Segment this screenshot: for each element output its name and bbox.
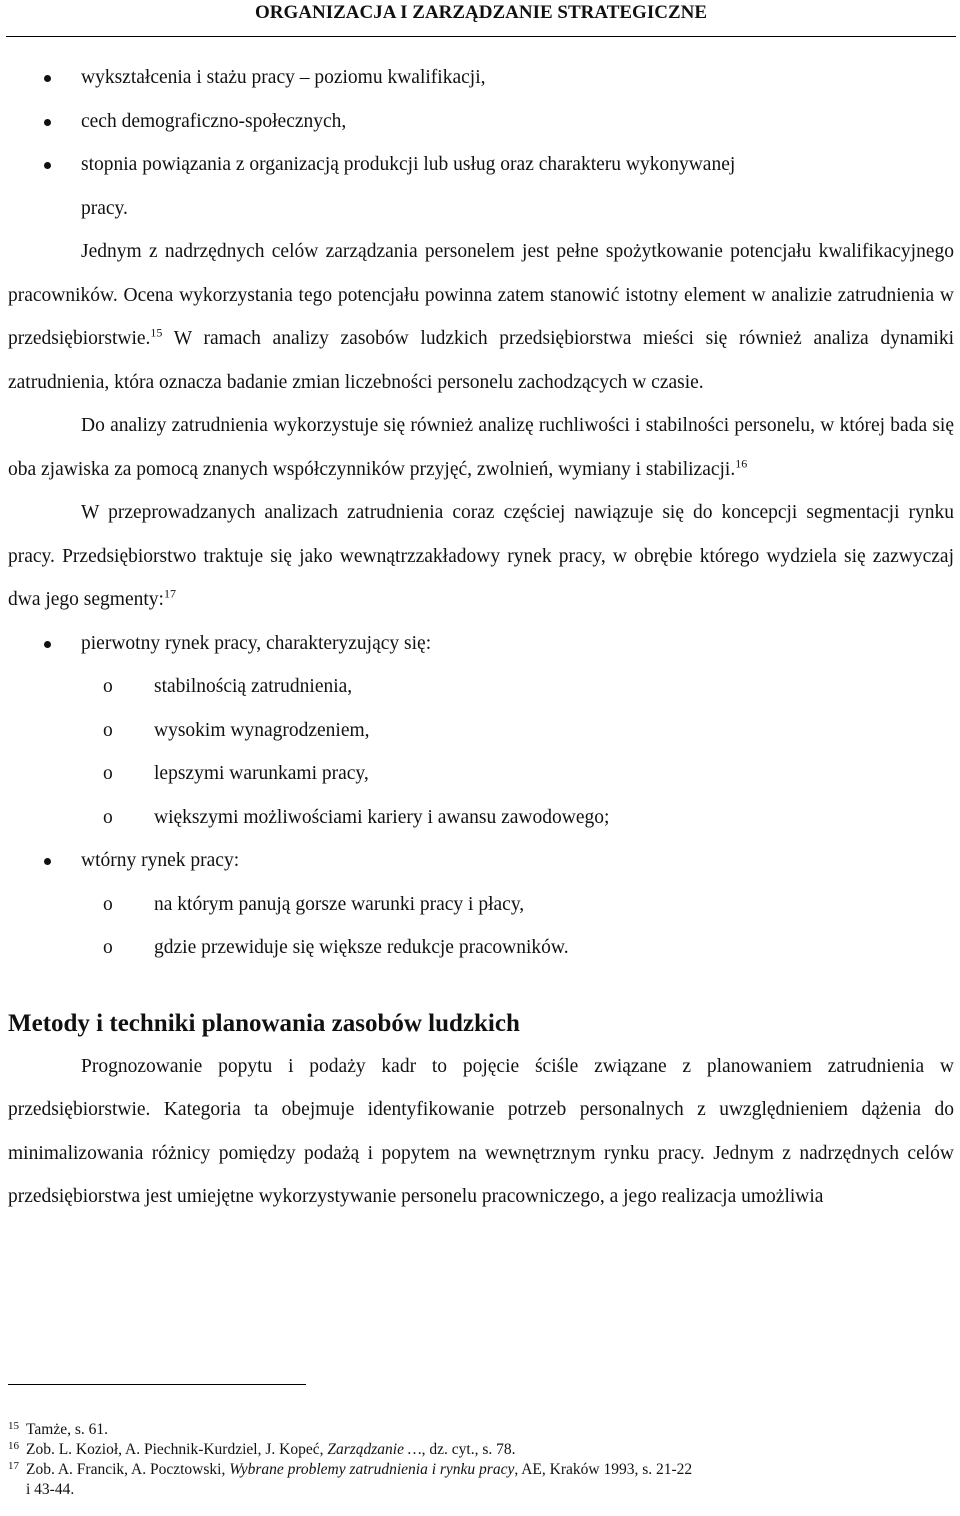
footnote-ref[interactable]: 17 [163,586,176,601]
page-body [8,56,954,1219]
footnote-ref[interactable]: 16 [735,456,748,470]
sub-list-item: o lepszymi warunkami pracy, [8,752,954,796]
sub-list-item: o gdzie przewiduje się większe redukcje pracowników. [8,926,954,970]
paragraph: Prognozowanie popytu i podaży kadr to pojęcie ściśle związane z planowaniem zatrudnienia w przedsiębiorstwie. Kategoria ta obejmuje identyfikowanie potrzeb personalnych z uwzględnieniem dążenia do minimalizowania różnicy pomiędzy podażą i popytem na wewnętrznym rynku pracy. Jednym z nadrzędnych celów przedsiębiorstwa jest umiejętne wykorzystywanie personelu pracowniczego, a jego realizacja umożliwia [8,1055,954,1207]
list-item: cech demograficzno-społecznych, [8,100,954,144]
header-title: ORGANIZACJA I ZARZĄDZANIE STRATEGICZNE [254,2,708,23]
section-heading: Metody i techniki planowania zasobów ludzkich [8,1009,520,1037]
citation-title: Zarządzanie … [327,1441,422,1458]
circle-bullet-icon: o [103,937,113,958]
footnotes [8,1420,954,1500]
circle-bullet-icon: o [103,676,113,697]
list-item: wykształcenia i stażu pracy – poziomu kwalifikacji, [8,56,954,100]
list-item: pierwotny rynek pracy, charakteryzujący się: [8,622,954,666]
footnote-ref[interactable]: 15 [150,325,163,340]
bullet-icon [44,858,51,865]
list-item: wtórny rynek pracy: [8,839,954,883]
sub-list-item: o na którym panują gorsze warunki pracy i płacy, [8,883,954,927]
paragraph: Jednym z nadrzędnych celów zarządzania personelem jest pełne spożytkowanie potencjału kwalifikacyjnego pracowników. Ocena wykorzystania tego potencjału powinna zatem stanowić istotny element w analizie zatrudnienia w przedsiębiorstwie.$^{15}$ W ramach analizy zasobów ludzkich przedsiębiorstwa mieści się również analiza dynamiki zatrudnienia, która oznacza badanie zmian liczebności personelu zachodzących w czasie. [8,241,954,393]
list-item-continuation: pracy. [81,197,128,219]
paragraph: W przeprowadzanych analizach zatrudnienia coraz częściej nawiązuje się do koncepcji segmentacji rynku pracy. Przedsiębiorstwo traktuje się jako wewnątrzzakładowy rynek pracy, w obrębie którego wydziela się zazwyczaj dwa jego segmenty:$^{17}$ [8,502,954,610]
citation-title: Wybrane problemy zatrudnienia i rynku pracy [229,1461,515,1478]
footnote: 15 Tamże, s. 61. [8,1420,108,1438]
list-item: stopnia powiązania z organizacją produkcji lub usług oraz charakteru wykonywanej [8,143,954,187]
sub-list-item: o stabilnością zatrudnienia, [8,665,954,709]
paragraph: Do analizy zatrudnienia wykorzystuje się również analizę ruchliwości i stabilności personelu, w której bada się oba zjawiska za pomocą znanych współczynników przyjęć, zwolnień, wymiany i stabilizacji.$^{16}$ [8,415,954,480]
sub-list-item: o większymi możliwościami kariery i awansu zawodowego; [8,796,954,840]
running-header [6,0,956,37]
sub-list-item: o wysokim wynagrodzeniem, [8,709,954,753]
circle-bullet-icon: o [103,763,113,784]
bullet-icon [44,119,51,126]
circle-bullet-icon: o [103,806,113,828]
bullet-icon [44,641,51,648]
footnote: 16 Zob. L. Kozioł, A. Piechnik-Kurdziel, J. Kopeć, Zarządzanie …, dz. cyt., s. 78. [8,1440,516,1458]
footnote-separator [8,1384,306,1385]
bullet-icon [44,75,51,82]
circle-bullet-icon: o [103,719,113,741]
footnote-continuation: i 43-44. [26,1481,75,1498]
circle-bullet-icon: o [103,893,113,915]
bullet-icon [44,162,51,169]
footnote: 17 Zob. A. Francik, A. Pocztowski, Wybrane problemy zatrudnienia i rynku pracy, AE, Kraków 1993, s. 21-22 [8,1460,693,1478]
